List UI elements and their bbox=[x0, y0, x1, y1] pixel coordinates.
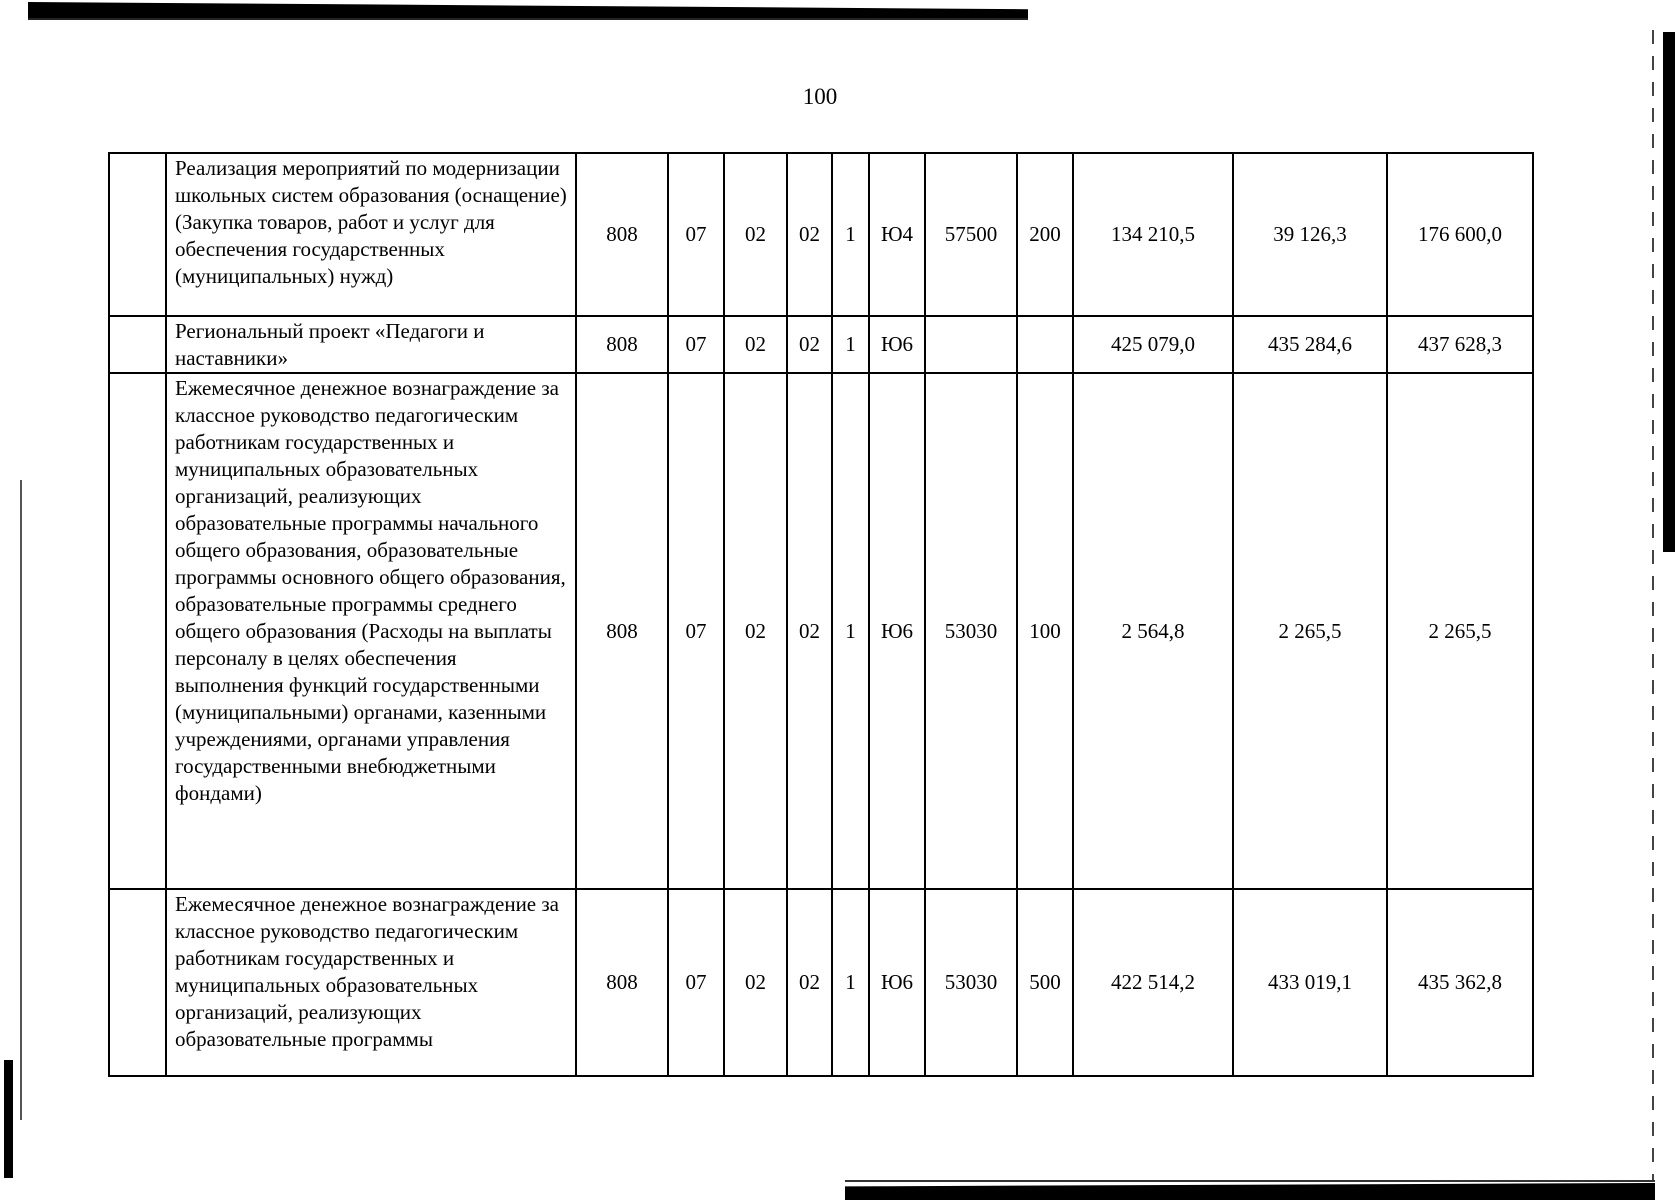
program-code: 02 bbox=[787, 373, 832, 889]
subprogram-code: 1 bbox=[832, 316, 869, 373]
scan-edge-right bbox=[1663, 32, 1675, 552]
amount-year-1: 134 210,5 bbox=[1073, 153, 1233, 316]
budget-table bbox=[108, 152, 1534, 1077]
scan-edge-bottom-line bbox=[845, 1180, 1655, 1182]
ved-code: 808 bbox=[576, 153, 668, 316]
expense-type-code: 100 bbox=[1017, 373, 1073, 889]
amount-year-2: 433 019,1 bbox=[1233, 889, 1387, 1076]
section-code: 07 bbox=[668, 316, 724, 373]
ved-code: 808 bbox=[576, 373, 668, 889]
row-number bbox=[109, 316, 166, 373]
row-description: Региональный проект «Педагоги и наставники» bbox=[166, 316, 576, 373]
amount-year-3: 2 265,5 bbox=[1387, 373, 1533, 889]
expense-type-code: 500 bbox=[1017, 889, 1073, 1076]
subsection-code: 02 bbox=[724, 153, 787, 316]
project-code: Ю6 bbox=[869, 316, 925, 373]
amount-year-3: 435 362,8 bbox=[1387, 889, 1533, 1076]
ved-code: 808 bbox=[576, 316, 668, 373]
direction-code: 53030 bbox=[925, 889, 1017, 1076]
row-description: Ежемесячное денежное вознаграждение за классное руководство педагогическим работникам государственных и муниципальных образовательных организаций, реализующих образовательные программы bbox=[166, 889, 576, 1076]
scan-edge-left-line bbox=[20, 480, 22, 1120]
row-description: Реализация мероприятий по модернизации школьных систем образования (оснащение) (Закупка товаров, работ и услуг для обеспечения государственных (муниципальных) нужд) bbox=[166, 153, 576, 316]
direction-code: 57500 bbox=[925, 153, 1017, 316]
table-row bbox=[109, 889, 1533, 1076]
scan-edge-top-line bbox=[28, 18, 1028, 20]
program-code: 02 bbox=[787, 153, 832, 316]
amount-year-1: 2 564,8 bbox=[1073, 373, 1233, 889]
section-code: 07 bbox=[668, 153, 724, 316]
row-number bbox=[109, 153, 166, 316]
subsection-code: 02 bbox=[724, 316, 787, 373]
scan-edge-bottom bbox=[845, 1183, 1655, 1200]
program-code: 02 bbox=[787, 889, 832, 1076]
project-code: Ю6 bbox=[869, 373, 925, 889]
project-code: Ю4 bbox=[869, 153, 925, 316]
table-row bbox=[109, 373, 1533, 889]
amount-year-3: 176 600,0 bbox=[1387, 153, 1533, 316]
program-code: 02 bbox=[787, 316, 832, 373]
direction-code: 53030 bbox=[925, 373, 1017, 889]
ved-code: 808 bbox=[576, 889, 668, 1076]
subprogram-code: 1 bbox=[832, 889, 869, 1076]
section-code: 07 bbox=[668, 373, 724, 889]
expense-type-code: 200 bbox=[1017, 153, 1073, 316]
section-code: 07 bbox=[668, 889, 724, 1076]
scan-edge-right-dash bbox=[1652, 30, 1654, 1180]
row-number bbox=[109, 373, 166, 889]
table-row bbox=[109, 316, 1533, 373]
project-code: Ю6 bbox=[869, 889, 925, 1076]
table-row bbox=[109, 153, 1533, 316]
row-number bbox=[109, 889, 166, 1076]
subprogram-code: 1 bbox=[832, 153, 869, 316]
scan-edge-left bbox=[4, 1060, 13, 1178]
subprogram-code: 1 bbox=[832, 373, 869, 889]
amount-year-2: 39 126,3 bbox=[1233, 153, 1387, 316]
page-number: 100 bbox=[802, 84, 838, 109]
amount-year-3: 437 628,3 bbox=[1387, 316, 1533, 373]
subsection-code: 02 bbox=[724, 889, 787, 1076]
amount-year-1: 425 079,0 bbox=[1073, 316, 1233, 373]
expense-type-code bbox=[1017, 316, 1073, 373]
amount-year-2: 435 284,6 bbox=[1233, 316, 1387, 373]
subsection-code: 02 bbox=[724, 373, 787, 889]
direction-code bbox=[925, 316, 1017, 373]
row-description: Ежемесячное денежное вознаграждение за классное руководство педагогическим работникам государственных и муниципальных образовательных организаций, реализующих образовательные программы начального общего образования, образовательные программы основного общего образования, образовательные программы среднего общего образования (Расходы на выплаты персоналу в целях обеспечения выполнения функций государственными (муниципальными) органами, казенными учреждениями, органами управления государственными внебюджетными фондами) bbox=[166, 373, 576, 889]
amount-year-1: 422 514,2 bbox=[1073, 889, 1233, 1076]
amount-year-2: 2 265,5 bbox=[1233, 373, 1387, 889]
